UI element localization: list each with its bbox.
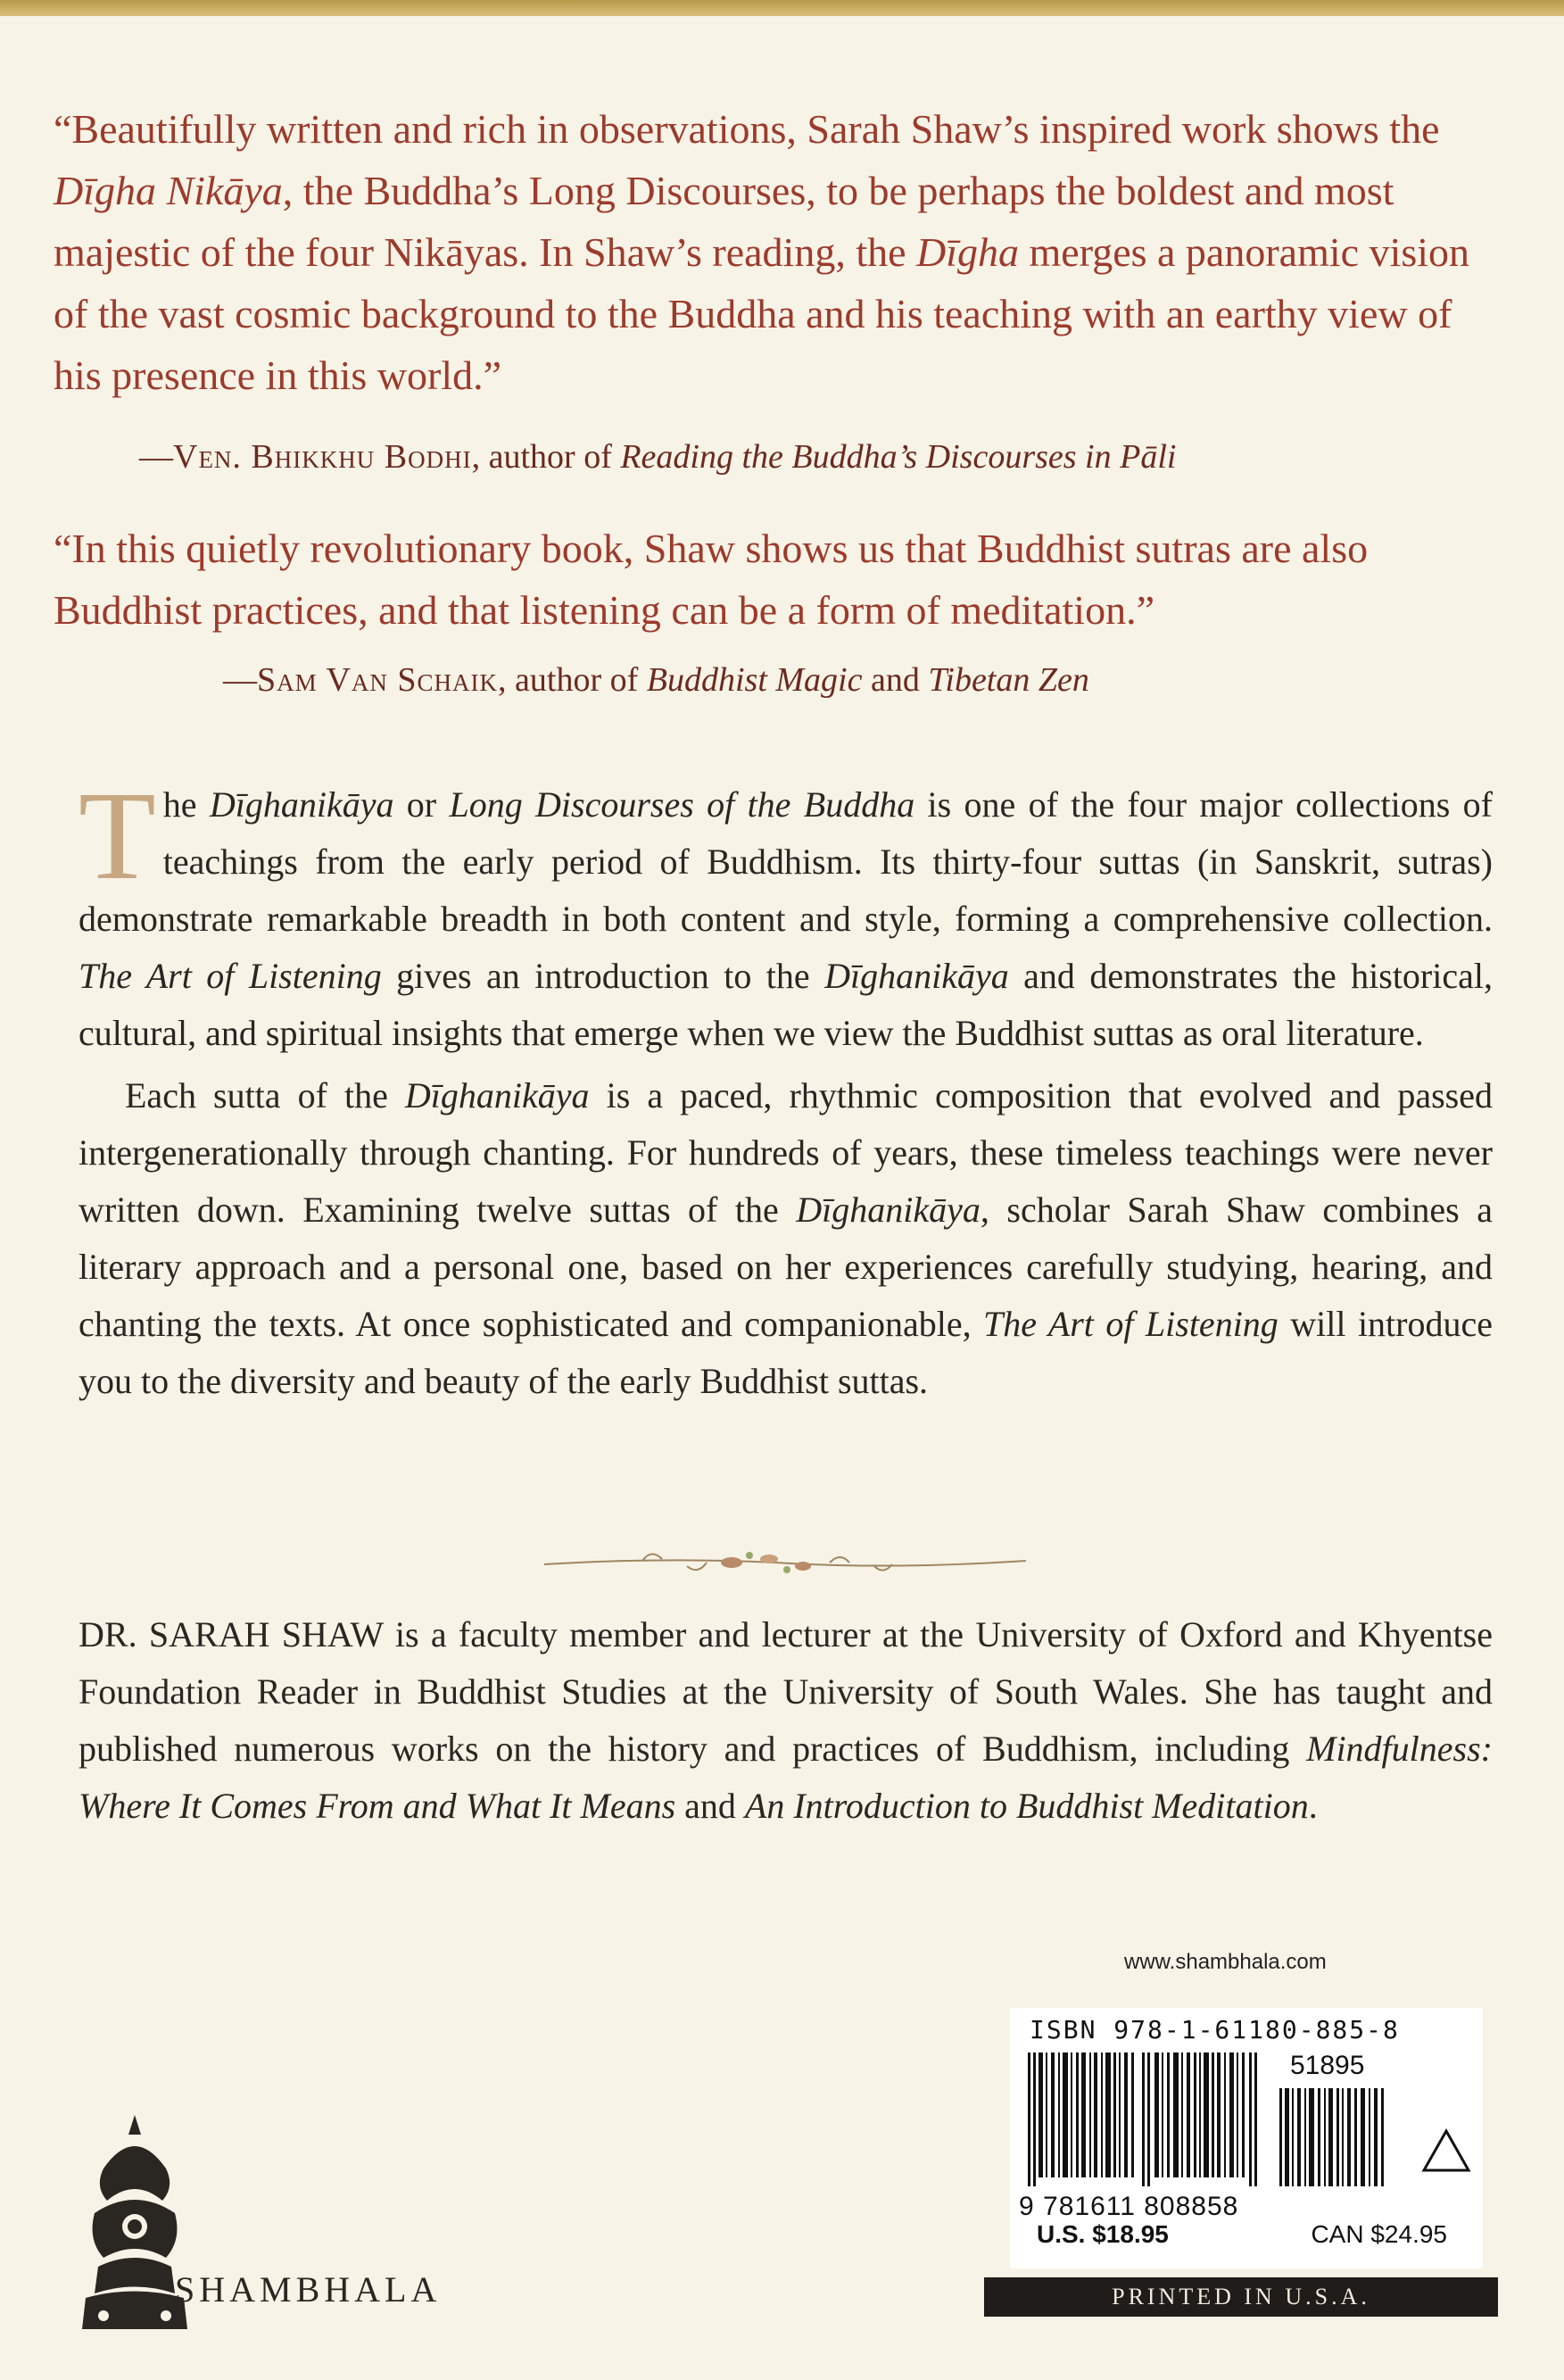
bio-text: and	[675, 1786, 745, 1826]
quote-2-attribution	[223, 659, 1089, 701]
attribution-name: Sam Van Schaik	[257, 661, 499, 699]
description-text: gives an introduction to the	[381, 956, 825, 996]
addon-barcode-bars	[1278, 2088, 1394, 2186]
description-italic: Long Discourses of the Buddha	[449, 784, 915, 825]
bio-italic: An Introduction to Buddhist Meditation	[744, 1786, 1309, 1826]
bio-italic: Mindfulness: Where It Comes From and What It Means	[79, 1729, 1493, 1826]
quote-text: “Beautifully written and rich in observations, Sarah Shaw’s inspired work shows the	[54, 106, 1440, 152]
us-price: U.S. $18.95	[1037, 2220, 1169, 2248]
description-italic: Dīghanikāya	[404, 1075, 590, 1115]
attribution-dash: —	[139, 438, 173, 476]
description-text: and demonstrates the historical, cultural, and spiritual insights that emerge when we view the Buddhist suttas as oral literature.	[79, 956, 1493, 1053]
price-addon-number: 51895	[1290, 2051, 1365, 2080]
floral-ornament-divider	[535, 1539, 1035, 1584]
attribution-text: and	[862, 661, 929, 699]
triangle-icon	[1420, 2127, 1472, 2174]
attribution-book: Buddhist Magic	[646, 661, 863, 699]
description-paragraph-1	[79, 765, 1493, 1062]
description-text: , scholar Sarah Shaw combines a literary approach and a personal one, based on her experiences carefully studying, hearing, and chanting the texts. At once sophisticated and companionable,	[79, 1190, 1493, 1344]
description-paragraph-2	[79, 1067, 1493, 1410]
description-text: Each sutta of the	[125, 1075, 405, 1115]
description-text: or	[393, 784, 450, 825]
description-italic: Dīghanikāya	[209, 784, 394, 825]
quote-text: “In this quietly revolutionary book, Shaw shows us that Buddhist sutras are also Buddhist practices, and that listening can be a form of meditation.”	[54, 526, 1369, 633]
bio-text: is a faculty member and lecturer at the University of Oxford and Khyentse Foundation Reader in Buddhist Studies at the University of South Wales. She has taught and published numerous works on the history and practices of Buddhism, including	[79, 1614, 1494, 1769]
description-text: is one of the four major collections of teachings from the early period of Buddhism. Its thirty-four suttas (in Sanskrit, sutras) demonstrate remarkable breadth in both content and style, forming a comprehensive collection.	[79, 784, 1493, 939]
description-italic: Dīghanikāya	[796, 1190, 981, 1230]
isbn-number: ISBN 978-1-61180-885-8	[1030, 2015, 1400, 2044]
description-italic: The Art of Listening	[79, 956, 382, 996]
quote-text: merges a panoramic vision of the vast cosmic background to the Buddha and his teaching with an earthy view of his presence in this world.”	[54, 229, 1470, 398]
publisher-name: SHAMBHALA	[175, 2269, 442, 2310]
bio-text: .	[1308, 1786, 1318, 1826]
publisher-url[interactable]: www.shambhala.com	[1124, 1950, 1327, 1974]
barcode-bars	[1026, 2052, 1267, 2186]
description-italic: Dīghanikāya	[824, 956, 1009, 996]
drop-cap: T	[79, 765, 156, 906]
quote-italic: Dīgha Nikāya	[54, 168, 283, 213]
description-text: will introduce you to the diversity and beauty of the early Buddhist suttas.	[79, 1304, 1493, 1401]
attribution-book: Tibetan Zen	[928, 661, 1089, 699]
praise-quote-2	[54, 518, 1499, 641]
attribution-name: Ven. Bhikkhu Bodhi	[173, 438, 472, 476]
author-bio	[79, 1606, 1493, 1835]
description-text: is a paced, rhythmic composition that evolved and passed intergenerationally through chanting. For hundreds of years, these timeless teachings were never written down. Examining twelve suttas of the	[79, 1075, 1493, 1230]
price-row	[1037, 2220, 1447, 2249]
quote-italic: Dīgha	[916, 229, 1020, 275]
printed-in-usa-label: PRINTED IN U.S.A.	[984, 2277, 1498, 2317]
author-name: DR. SARAH SHAW	[79, 1614, 384, 1654]
attribution-text: , author of	[471, 438, 621, 476]
attribution-book: Reading the Buddha’s Discourses in Pāli	[620, 438, 1177, 476]
quote-text: , the Buddha’s Long Discourses, to be perhaps the boldest and most majestic of the four Nikāyas. In Shaw’s reading, the	[54, 168, 1394, 275]
praise-quote-1	[54, 98, 1499, 406]
attribution-dash: —	[223, 661, 257, 699]
barcode-digits: 9 781611 808858	[1019, 2192, 1239, 2221]
attribution-text: , author of	[498, 661, 647, 699]
book-description	[79, 765, 1493, 1410]
quote-1-attribution	[139, 435, 1176, 478]
description-italic: The Art of Listening	[983, 1304, 1279, 1344]
can-price: CAN $24.95	[1311, 2220, 1447, 2248]
top-color-band	[0, 0, 1564, 16]
description-text: he	[162, 784, 210, 825]
